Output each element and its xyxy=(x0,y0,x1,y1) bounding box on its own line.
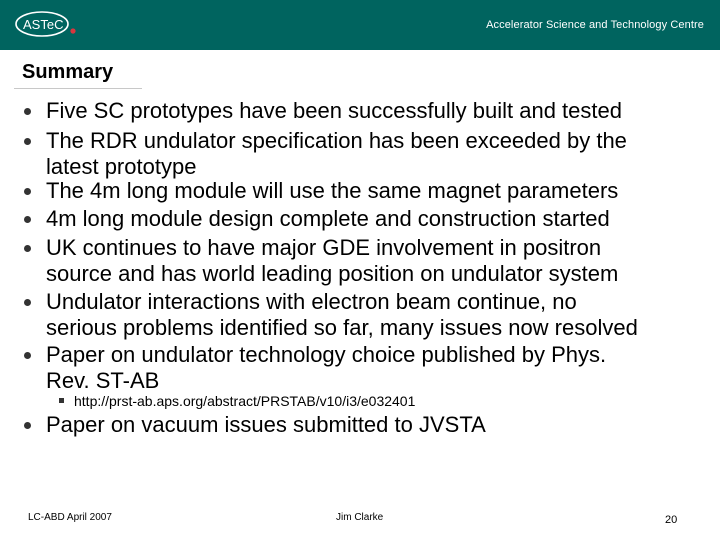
astec-logo xyxy=(14,9,78,39)
logo-accent-dot xyxy=(70,28,75,33)
bullet-item xyxy=(46,128,706,180)
bullet-dot-icon xyxy=(24,422,31,429)
title-divider xyxy=(14,88,142,89)
bullet-line: The RDR undulator specification has been exceeded by the xyxy=(46,128,627,153)
sub-bullet-item xyxy=(74,392,694,410)
bullet-line: 4m long module design complete and construction started xyxy=(46,206,610,231)
bullet-line: The 4m long module will use the same magnet parameters xyxy=(46,178,619,203)
bullet-item xyxy=(46,412,706,438)
bullet-item xyxy=(46,206,706,232)
bullet-dot-icon xyxy=(24,188,31,195)
square-bullet-icon xyxy=(59,398,64,403)
bullet-item xyxy=(46,289,706,341)
bullet-line: Undulator interactions with electron beam continue, no xyxy=(46,289,577,314)
bullet-dot-icon xyxy=(24,245,31,252)
page-number: 20 xyxy=(665,514,678,526)
organisation-name: Accelerator Science and Technology Centre xyxy=(486,19,704,31)
bullet-line: serious problems identified so far, many issues now resolved xyxy=(46,315,638,340)
bullet-line: source and has world leading position on undulator system xyxy=(46,261,619,286)
bullet-item xyxy=(46,235,706,287)
bullet-item xyxy=(46,98,706,124)
bullet-dot-icon xyxy=(24,108,31,115)
bullet-item xyxy=(46,178,706,204)
bullet-line: UK continues to have major GDE involvement in positron xyxy=(46,235,602,260)
bullet-item xyxy=(46,342,706,394)
bullet-line: latest prototype xyxy=(46,154,197,179)
bullet-line: Rev. ST-AB xyxy=(46,368,160,393)
bullet-line: Paper on vacuum issues submitted to JVSTA xyxy=(46,412,486,437)
bullet-dot-icon xyxy=(24,352,31,359)
footer-event: LC-ABD April 2007 xyxy=(28,512,112,523)
slide-title: Summary xyxy=(22,61,114,83)
bullet-dot-icon xyxy=(24,138,31,145)
bullet-dot-icon xyxy=(24,216,31,223)
logo-text: ASTeC xyxy=(23,17,64,32)
bullet-line: Five SC prototypes have been successfully built and tested xyxy=(46,98,622,123)
bullet-line: Paper on undulator technology choice published by Phys. xyxy=(46,342,607,367)
reference-url[interactable]: http://prst-ab.aps.org/abstract/PRSTAB/v10/i3/e032401 xyxy=(74,393,416,409)
slide-header xyxy=(0,0,720,50)
bullet-dot-icon xyxy=(24,299,31,306)
footer-author: Jim Clarke xyxy=(336,512,384,523)
